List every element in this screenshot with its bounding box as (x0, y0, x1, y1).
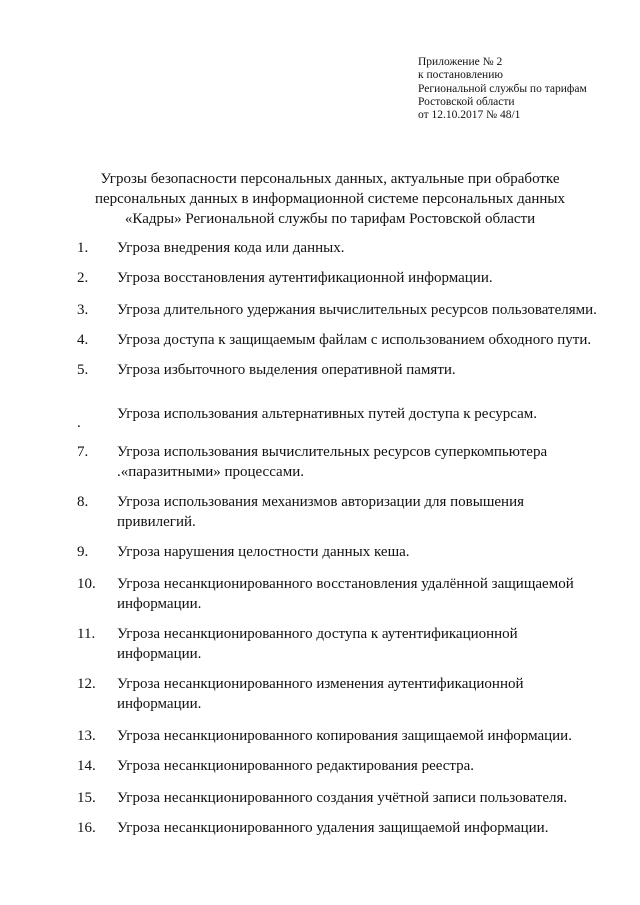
title-line: «Кадры» Региональной службы по тарифам Ростовской области (124, 211, 536, 227)
threat-text-line: Угроза несанкционированного редактирования реестра. (117, 758, 475, 774)
threat-text-line: Угроза использования альтернативных путей доступа к ресурсам. (117, 406, 538, 422)
threat-text-line: информации. (117, 596, 202, 612)
threat-number: . (77, 415, 81, 431)
threat-number: 15. (77, 790, 96, 806)
threat-text-line: Угроза избыточного выделения оперативной памяти. (117, 362, 456, 378)
threat-text (117, 674, 627, 714)
threat-text-line: Угроза несанкционированного изменения аутентификационной (117, 676, 524, 692)
appendix-line: от 12.10.2017 № 48/1 (418, 109, 521, 122)
threat-number: 5. (77, 362, 89, 378)
threat-text (117, 360, 627, 380)
appendix-line: к постановлению (418, 69, 503, 82)
threat-text (117, 268, 627, 288)
threat-number: 2. (77, 270, 89, 286)
appendix-line: Региональной службы по тарифам (418, 82, 587, 95)
threat-text (117, 574, 627, 614)
threat-text-line: Угроза несанкционированного копирования защищаемой информации. (117, 728, 572, 744)
threat-text (117, 756, 627, 776)
threat-text (117, 726, 627, 746)
threat-text-line: Угроза несанкционированного восстановления удалённой защищаемой (117, 576, 574, 592)
threat-text (117, 624, 627, 664)
threat-text-line: привилегий. (117, 514, 196, 530)
threat-number: 13. (77, 728, 96, 744)
threat-text-line: информации. (117, 646, 202, 662)
threat-text-line: Угроза несанкционированного доступа к аутентификационной (117, 626, 518, 642)
threat-number: 16. (77, 820, 96, 836)
threat-text-line: Угроза использования вычислительных ресурсов суперкомпьютера (117, 444, 548, 460)
threat-number: 14. (77, 758, 96, 774)
threat-text-line: Угроза внедрения кода или данных. (117, 240, 345, 256)
appendix-line: Приложение № 2 (418, 56, 503, 68)
threat-text (117, 492, 627, 532)
threat-number: 4. (77, 332, 89, 348)
title-line: персональных данных в информационной системе персональных данных (94, 191, 566, 207)
threat-text (117, 442, 627, 482)
threat-number: 1. (77, 240, 89, 256)
threat-number: 8. (77, 494, 89, 510)
threat-number: 10. (77, 576, 96, 592)
title-line: Угрозы безопасности персональных данных, актуальные при обработке (100, 171, 560, 187)
threat-number: 12. (77, 676, 96, 692)
threat-text (117, 818, 627, 838)
threat-text-line: Угроза восстановления аутентификационной информации. (117, 270, 493, 286)
threat-text (117, 404, 627, 424)
threat-text-line: Угроза несанкционированного создания учётной записи пользователя. (117, 790, 568, 806)
threat-text-line: .«паразитными» процессами. (117, 464, 304, 480)
threat-text (117, 788, 627, 808)
threat-text-line: Угроза нарушения целостности данных кеша. (117, 544, 410, 560)
threat-text (117, 238, 627, 258)
threat-text (117, 542, 627, 562)
threat-text (117, 300, 627, 320)
threat-number: 9. (77, 544, 89, 560)
threat-number: 7. (77, 444, 89, 460)
threat-number: 3. (77, 302, 89, 318)
threat-text (117, 330, 627, 350)
threat-text-line: Угроза использования механизмов авторизации для повышения (117, 494, 524, 510)
threat-text-line: Угроза длительного удержания вычислительных ресурсов пользователями. (117, 302, 597, 318)
appendix-line: Ростовской области (418, 95, 515, 108)
threat-text-line: Угроза несанкционированного удаления защищаемой информации. (117, 820, 549, 836)
threat-text-line: Угроза доступа к защищаемым файлам с использованием обходного пути. (117, 332, 592, 348)
threat-text-line: информации. (117, 696, 202, 712)
threat-number: 11. (77, 626, 96, 642)
